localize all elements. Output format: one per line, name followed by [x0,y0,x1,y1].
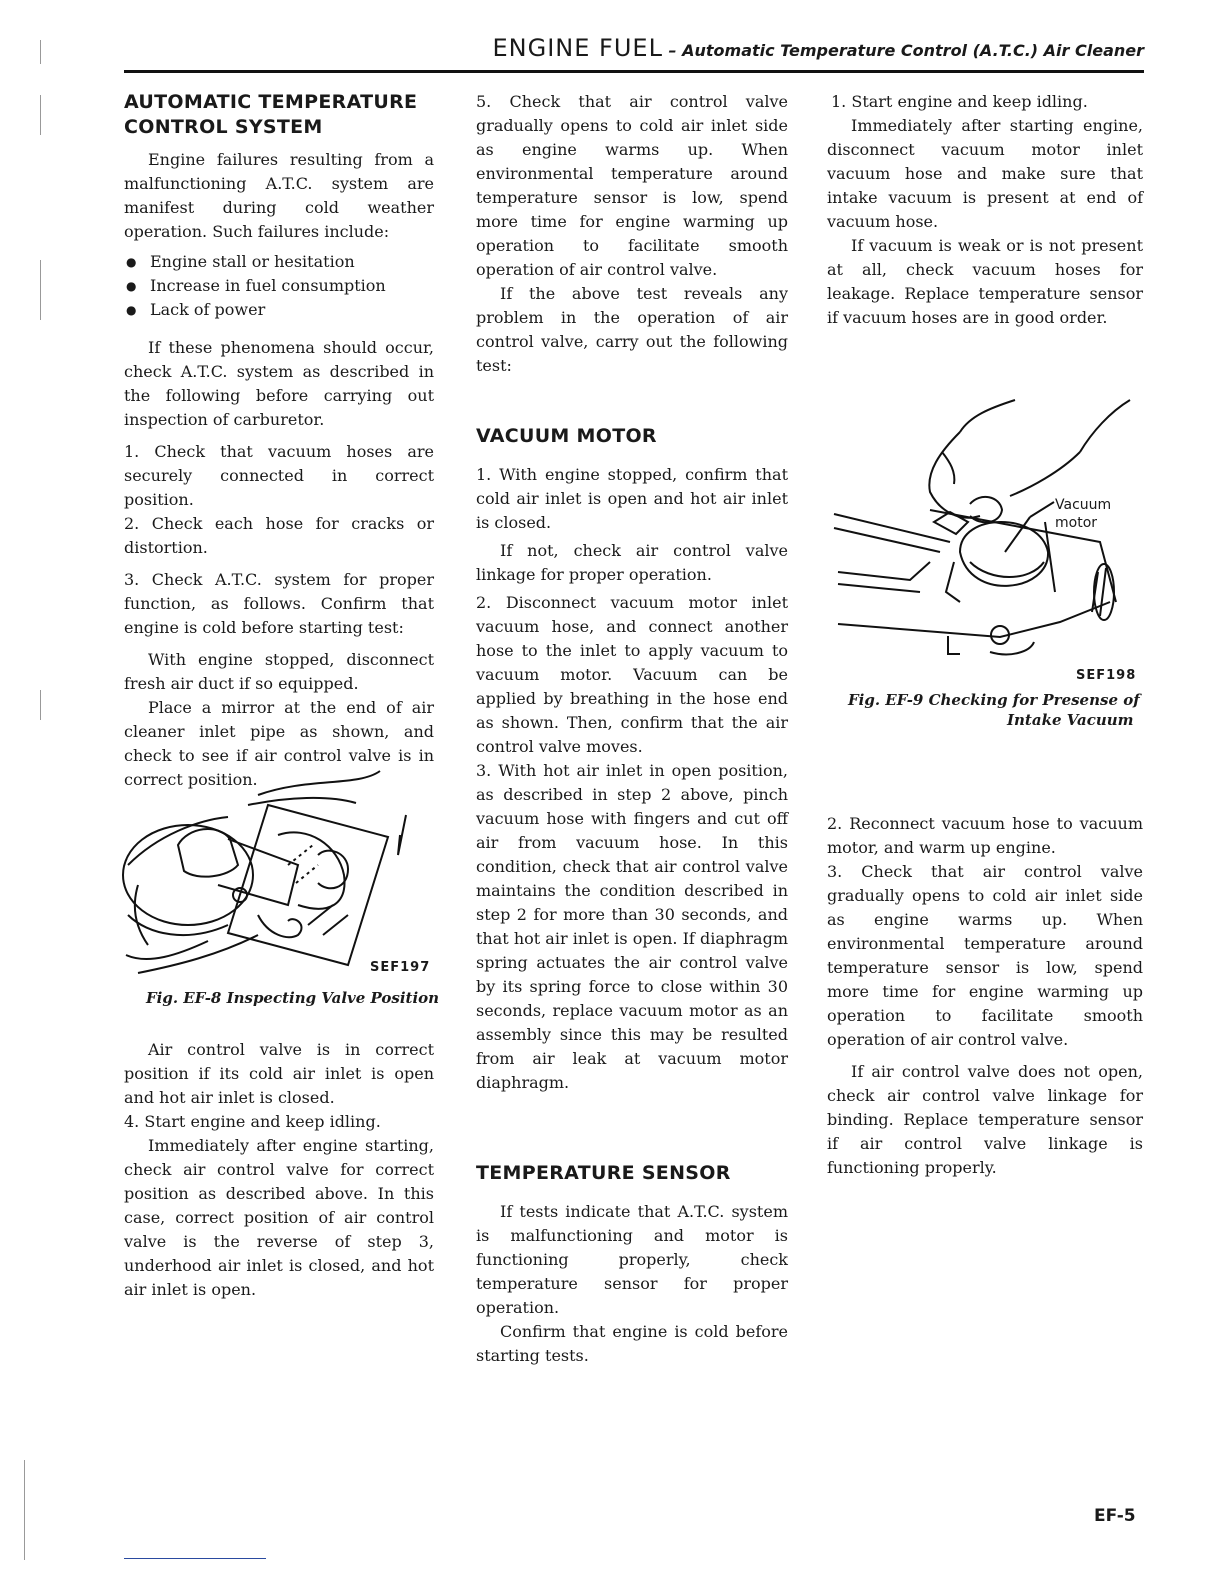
paragraph: If these phenomena should occur, check A.T.C. system as described in the following before carrying out inspection of carburetor. [124,338,434,429]
step-3: 3. Check that air control valve gradually opens to cold air inlet side as engine warms up. When environmental temperature around temperature sensor is low, spend more time for engine warming up operation to facilitate smooth operation of air control valve. [827,862,1143,1049]
section-heading-temperature-sensor: TEMPERATURE SENSOR [476,1162,731,1184]
step-1: 1. Check that vacuum hoses are securely connected in correct position. [124,442,434,509]
section-heading-vacuum-motor: VACUUM MOTOR [476,425,657,447]
vacuum-motor-step-3: 3. With hot air inlet in open position, as described in step 2 above, pinch vacuum hose with fingers and cut off air from vacuum hose. In this condition, check that air control valve maintains the condition described in step 2 for more than 30 seconds, and that hot air inlet is open. If diaphragm spring actuates the air control valve by its spring force to close within 30 seconds, replace vacuum motor as an assembly since this may be resulted from air leak at vacuum motor diaphragm. [476,761,788,1092]
figure-ef8-caption: Fig. EF-8 Inspecting Valve Position [146,989,440,1007]
column-2 [476,90,788,1368]
vacuum-motor-label: Vacuum motor [1055,497,1112,531]
paragraph: If vacuum is weak or is not present at all, check vacuum hoses for leakage. Replace temperature sensor if vacuum hoses are in good order. [827,236,1143,327]
paragraph: If tests indicate that A.T.C. system is malfunctioning and motor is functioning properly, check temperature sensor for proper operation. [476,1202,788,1317]
step-2: 2. Check each hose for cracks or distortion. [124,514,434,557]
paragraph: Immediately after engine starting, check air control valve for correct position as described above. In this case, correct position of air control valve is the reverse of step 3, underhood air inlet is closed, and hot air inlet is open. [124,1136,434,1299]
step-2: 2. Reconnect vacuum hose to vacuum motor, and warm up engine. [827,814,1143,857]
list-item: ● Engine stall or hesitation [124,250,434,274]
header-subtitle: – Automatic Temperature Control (A.T.C.) Air Cleaner [662,41,1144,60]
paragraph: If not, check air control valve linkage for proper operation. [476,541,788,584]
step-3: 3. Check A.T.C. system for proper function, as follows. Confirm that engine is cold before starting test: [124,570,434,637]
step-1: 1. Start engine and keep idling. [831,92,1088,111]
figure-ef8-drawing [118,765,438,980]
figure-ef8-code: SEF197 [370,960,431,975]
header-title: ENGINE FUEL [492,34,663,62]
figure-ef9-caption-line-1: Fig. EF-9 Checking for Presense of [848,691,1140,709]
step-4: 4. Start engine and keep idling. [124,1112,381,1131]
paragraph: Engine failures resulting from a malfunctioning A.T.C. system are manifest during cold weather operation. Such failures include: [124,150,434,241]
scan-margin-mark [40,95,41,135]
page-number: EF-5 [1094,1506,1136,1526]
list-item: ● Lack of power [124,298,434,322]
scan-margin-mark [40,260,41,320]
column-3-continued [827,812,1143,1180]
header-rule [124,70,1144,73]
figure-ef8-illustration [118,765,438,980]
scan-margin-mark [24,1460,25,1560]
paragraph: If the above test reveals any problem in the operation of air control valve, carry out the following test: [476,284,788,375]
vacuum-motor-step-1: 1. With engine stopped, confirm that cold air inlet is open and hot air inlet is closed. [476,465,788,532]
column-1 [124,90,434,792]
paragraph: Place a mirror at the end of air cleaner inlet pipe as shown, and check to see if air control valve is in correct position. [124,698,434,789]
column-3 [827,90,1143,330]
column-1-continued [124,1038,434,1302]
paragraph: Confirm that engine is cold before starting tests. [476,1322,788,1365]
step-5: 5. Check that air control valve gradually opens to cold air inlet side as engine warms up. When environmental temperature around temperature sensor is low, spend more time for engine warming up operation to facilitate smooth operation of air control valve. [476,92,788,279]
scan-margin-mark [40,40,41,64]
scan-margin-mark [40,690,41,720]
paragraph: If air control valve does not open, check air control valve linkage for binding. Replace temperature sensor if air control valve linkage is functioning properly. [827,1062,1143,1177]
footer-link-line [124,1558,266,1559]
vacuum-motor-step-2: 2. Disconnect vacuum motor inlet vacuum hose, and connect another hose to the inlet to apply vacuum to vacuum motor. Vacuum can be applied by breathing in the hose end as shown. Then, confirm that the air control valve moves. [476,593,788,756]
page-header [124,34,1144,68]
section-heading-atc: AUTOMATIC TEMPERATURE CONTROL SYSTEM [124,91,418,138]
paragraph: Immediately after starting engine, disconnect vacuum motor inlet vacuum hose and make sure that intake vacuum is present at end of vacuum hose. [827,116,1143,231]
paragraph: Air control valve is in correct position if its cold air inlet is open and hot air inlet is closed. [124,1040,434,1107]
figure-ef9-code: SEF198 [1076,668,1137,683]
paragraph: With engine stopped, disconnect fresh air duct if so equipped. [124,650,434,693]
failure-list [124,250,434,322]
list-item: ● Increase in fuel consumption [124,274,434,298]
figure-ef9-caption-line-2: Intake Vacuum [1007,711,1134,729]
